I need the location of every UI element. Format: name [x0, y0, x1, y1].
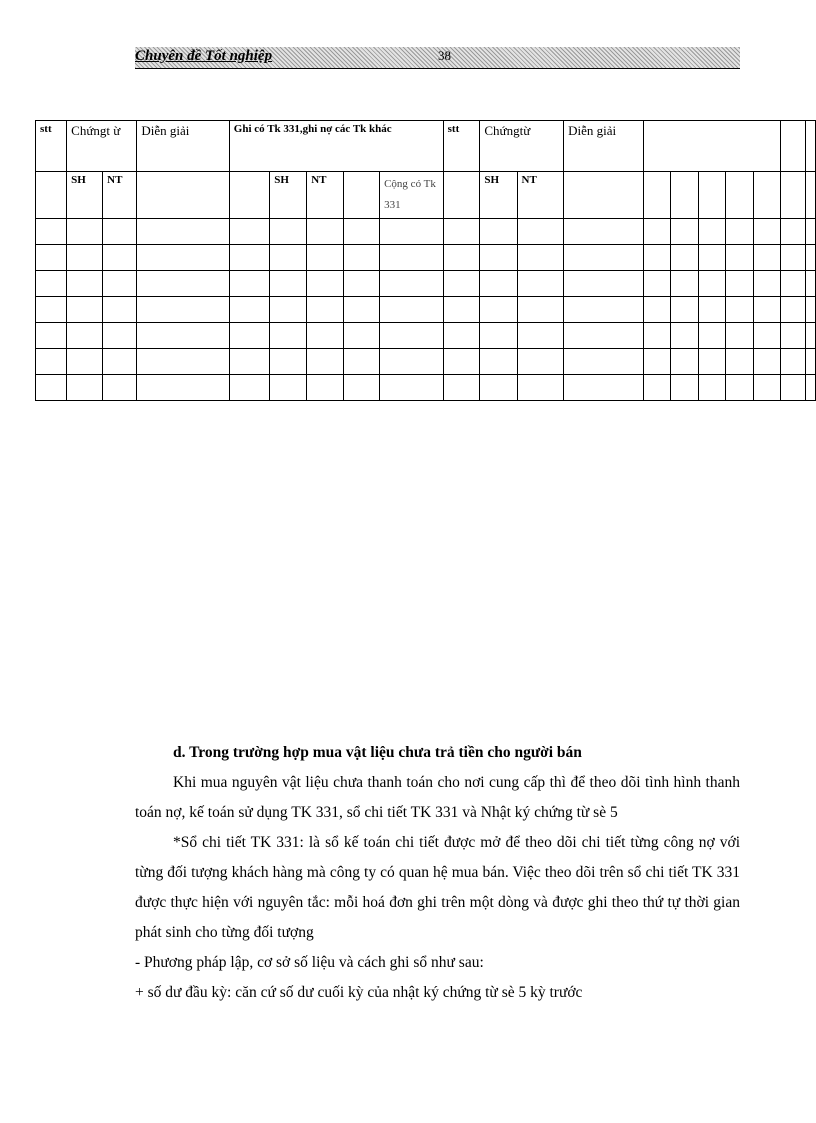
table-cell [380, 323, 444, 349]
table-cell [229, 349, 270, 375]
table-cell [270, 271, 307, 297]
table-cell [671, 349, 699, 375]
ghi-co-header: Ghi có Tk 331,ghi nợ các Tk khác [229, 121, 443, 172]
table-cell [67, 349, 103, 375]
table-cell [67, 245, 103, 271]
table-cell [671, 375, 699, 401]
table-cell [344, 271, 380, 297]
table-cell [229, 375, 270, 401]
table-cell [671, 297, 699, 323]
table-cell [103, 323, 137, 349]
table-row [36, 323, 816, 349]
table-cell [726, 349, 754, 375]
table-cell [344, 375, 380, 401]
table-cell [480, 323, 517, 349]
sh-header-2: SH [270, 172, 307, 219]
table-cell [443, 245, 480, 271]
table-cell [270, 245, 307, 271]
table-cell [443, 375, 480, 401]
table-cell [480, 219, 517, 245]
table-cell [67, 219, 103, 245]
dien-giai-header-right: Diễn giải [564, 121, 643, 172]
table-cell [137, 271, 229, 297]
table-cell [517, 245, 564, 271]
table-cell [753, 349, 781, 375]
table-cell [380, 375, 444, 401]
table-cell [137, 297, 229, 323]
table-cell [781, 297, 806, 323]
table-cell [517, 219, 564, 245]
table-cell [480, 349, 517, 375]
sh-header: SH [67, 172, 103, 219]
table-cell [564, 219, 643, 245]
table-cell [698, 297, 726, 323]
table-cell [753, 271, 781, 297]
table-cell [726, 323, 754, 349]
list-line: + số dư đầu kỳ: căn cứ số dư cuối kỳ của nhật ký chứng từ sè 5 kỳ trước [135, 984, 583, 1001]
table-cell [67, 297, 103, 323]
table-cell [698, 349, 726, 375]
page-header [135, 47, 740, 69]
table-cell [781, 349, 806, 375]
table-cell [781, 375, 806, 401]
table-cell [671, 245, 699, 271]
table-cell [698, 172, 726, 219]
table-cell [344, 297, 380, 323]
section-heading: d. Trong trường hợp mua vật liệu chưa trả tiền cho người bán [173, 744, 582, 761]
table-cell [753, 375, 781, 401]
table-cell [307, 297, 344, 323]
table-cell [671, 219, 699, 245]
table-header-row [36, 121, 816, 172]
page-number: 38 [438, 48, 451, 63]
table-cell [443, 297, 480, 323]
table-cell [103, 375, 137, 401]
table-cell [480, 297, 517, 323]
table-cell [805, 172, 815, 219]
table-cell [564, 375, 643, 401]
table-cell [805, 271, 815, 297]
table-cell [36, 297, 67, 323]
table-cell [564, 323, 643, 349]
cong-co-header: Cộng có Tk 331 [380, 172, 444, 219]
table-cell [344, 172, 380, 219]
table-cell [443, 349, 480, 375]
stt-header: stt [36, 121, 67, 172]
table-cell [726, 219, 754, 245]
table-cell [698, 245, 726, 271]
table-cell [480, 245, 517, 271]
table-cell [643, 375, 671, 401]
table-cell [137, 172, 229, 219]
table-cell [380, 297, 444, 323]
table-cell [344, 349, 380, 375]
nt-header-2: NT [307, 172, 344, 219]
table-cell [726, 375, 754, 401]
table-row [36, 271, 816, 297]
table-cell [698, 375, 726, 401]
table-cell [344, 219, 380, 245]
table-cell [229, 245, 270, 271]
blank-header [643, 121, 781, 172]
table-cell [307, 323, 344, 349]
table-cell [380, 219, 444, 245]
table-cell [643, 245, 671, 271]
table-cell [307, 219, 344, 245]
table-cell [229, 172, 270, 219]
table-cell [270, 349, 307, 375]
dien-giai-header: Diễn giải [137, 121, 229, 172]
table-cell [753, 297, 781, 323]
table-cell [726, 172, 754, 219]
nt-header: NT [103, 172, 137, 219]
table-cell [229, 297, 270, 323]
table-cell [564, 349, 643, 375]
blank-header [805, 121, 815, 172]
table-cell [753, 219, 781, 245]
table-cell [564, 297, 643, 323]
table-cell [307, 349, 344, 375]
sh-header-right: SH [480, 172, 517, 219]
table-cell [36, 245, 67, 271]
table-cell [781, 219, 806, 245]
paragraph: Khi mua nguyên vật liệu chưa thanh toán cho nơi cung cấp thì để theo dõi tình hình thanh toán nợ, kế toán sử dụng TK 331, sổ chi tiết TK 331 và Nhật ký chứng từ sè 5 [135, 774, 740, 821]
table-cell [781, 245, 806, 271]
table-cell [137, 349, 229, 375]
chung-tu-header-right: Chứngtừ [480, 121, 564, 172]
table-cell [137, 323, 229, 349]
table-cell [36, 375, 67, 401]
table-cell [671, 271, 699, 297]
table-cell [517, 375, 564, 401]
table-cell [517, 323, 564, 349]
table-cell [805, 323, 815, 349]
table-cell [443, 271, 480, 297]
table-cell [698, 323, 726, 349]
table-cell [36, 271, 67, 297]
table-cell [137, 375, 229, 401]
table-cell [517, 297, 564, 323]
table-cell [726, 271, 754, 297]
table-cell [137, 245, 229, 271]
table-cell [781, 323, 806, 349]
table-cell [229, 323, 270, 349]
table-cell [137, 219, 229, 245]
table-cell [805, 219, 815, 245]
list-line: - Phương pháp lập, cơ sở số liệu và cách ghi sổ như sau: [135, 954, 484, 971]
table-cell [671, 172, 699, 219]
table-cell [67, 323, 103, 349]
table-cell [229, 219, 270, 245]
table-cell [517, 271, 564, 297]
table-cell [36, 349, 67, 375]
table-cell [805, 245, 815, 271]
table-cell [564, 245, 643, 271]
table-cell [698, 271, 726, 297]
ledger-table [35, 120, 816, 401]
table-cell [726, 297, 754, 323]
table-cell [270, 219, 307, 245]
table-row [36, 349, 816, 375]
table-cell [270, 323, 307, 349]
document-title: Chuyên đề Tốt nghiệp [135, 48, 273, 64]
table-row [36, 219, 816, 245]
blank-header [781, 121, 806, 172]
table-cell [781, 271, 806, 297]
table-cell [726, 245, 754, 271]
table-cell [805, 297, 815, 323]
table-cell [480, 375, 517, 401]
table-cell [36, 323, 67, 349]
table-cell [67, 375, 103, 401]
table-cell [103, 271, 137, 297]
table-row [36, 375, 816, 401]
table-row [36, 245, 816, 271]
table-cell [307, 245, 344, 271]
table-cell [698, 219, 726, 245]
table-cell [443, 219, 480, 245]
table-cell [270, 297, 307, 323]
nt-header-right: NT [517, 172, 564, 219]
table-cell [643, 323, 671, 349]
table-cell [480, 271, 517, 297]
table-cell [344, 323, 380, 349]
table-cell [643, 271, 671, 297]
table-cell [805, 375, 815, 401]
table-cell [67, 271, 103, 297]
table-cell [36, 172, 67, 219]
table-cell [307, 271, 344, 297]
chung-tu-header: Chứngt ừ [67, 121, 137, 172]
table-cell [643, 297, 671, 323]
table-cell [443, 323, 480, 349]
table-cell [443, 172, 480, 219]
table-cell [344, 245, 380, 271]
table-subheader-row [36, 172, 816, 219]
table-cell [229, 271, 270, 297]
table-cell [380, 245, 444, 271]
table-cell [307, 375, 344, 401]
table-cell [517, 349, 564, 375]
table-cell [103, 219, 137, 245]
table-cell [781, 172, 806, 219]
table-cell [753, 172, 781, 219]
table-cell [103, 297, 137, 323]
table-cell [805, 349, 815, 375]
table-cell [753, 323, 781, 349]
table-cell [643, 172, 671, 219]
table-cell [380, 349, 444, 375]
body-text [135, 738, 740, 1008]
paragraph: *Sổ chi tiết TK 331: là sổ kế toán chi tiết được mở để theo dõi chi tiết từng công nợ với từng đối tượng khách hàng mà công ty có quan hệ mua bán. Việc theo dõi trên sổ chi tiết TK 331 được thực hiện với nguyên tắc: mỗi hoá đơn ghi trên một dòng và được ghi theo thứ tự thời gian phát sinh cho từng đối tượng [135, 834, 740, 941]
table-row [36, 297, 816, 323]
stt-header-right: stt [443, 121, 480, 172]
table-cell [753, 245, 781, 271]
table-cell [643, 219, 671, 245]
table-cell [643, 349, 671, 375]
table-cell [671, 323, 699, 349]
table-cell [564, 271, 643, 297]
table-cell [270, 375, 307, 401]
table-cell [564, 172, 643, 219]
table-cell [103, 349, 137, 375]
table-cell [36, 219, 67, 245]
table-cell [380, 271, 444, 297]
table-cell [103, 245, 137, 271]
